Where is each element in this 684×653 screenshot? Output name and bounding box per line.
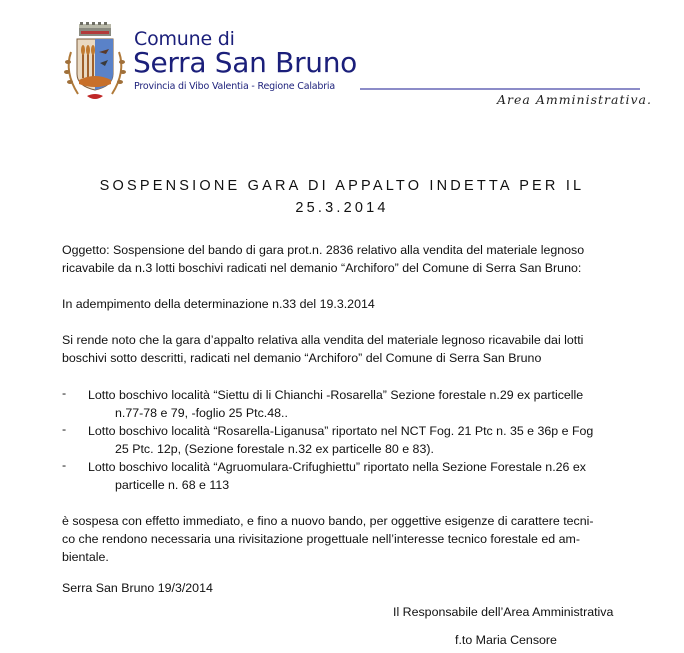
signature-name: f.to Maria Censore	[455, 633, 557, 647]
document-title-date: 25.3.2014	[295, 200, 389, 216]
oggetto-label: Oggetto:	[62, 243, 110, 257]
provincia-label: Provincia di Vibo Valentia - Regione Calabria	[134, 81, 335, 92]
sospesa-line1: è sospesa con effetto immediato, e fino a nuovo bando, per oggettive esigenze di carattere tecni-	[62, 514, 594, 528]
place-date: Serra San Bruno 19/3/2014	[62, 581, 213, 595]
area-label: Area Amministrativa.	[497, 92, 652, 107]
lot-item	[88, 422, 640, 458]
rende-noto-line1: Si rende noto che la gara d’appalto relativa alla vendita del materiale legnoso ricavabile dai lotti	[62, 333, 584, 347]
sospesa-paragraph	[62, 512, 640, 566]
lot-line2: n.77-78 e 79, -foglio 25 Ptc.48..	[115, 406, 288, 420]
oggetto-text: Sospensione del bando di gara prot.n. 2836 relativo alla vendita del materiale legnoso	[109, 243, 585, 257]
lot-item	[88, 386, 640, 422]
lot-bullet: -	[62, 386, 67, 400]
comune-di-label: Comune di	[134, 28, 235, 50]
rende-noto-paragraph	[62, 331, 640, 367]
sospesa-line3: bientale.	[62, 550, 109, 564]
document-title: SOSPENSIONE GARA DI APPALTO INDETTA PER IL	[99, 178, 585, 194]
lot-bullet: -	[62, 422, 67, 436]
lot-line1: Lotto boschivo località “Rosarella-Liganusa” riportato nel NCT Fog. 21 Ptc n. 35 e 36p e Fog	[88, 424, 594, 438]
adempimento-paragraph: In adempimento della determinazione n.33 del 19.3.2014	[62, 297, 375, 311]
sospesa-line2: co che rendono necessaria una rivisitazione progettuale nell’interesse tecnico forestale ed am-	[62, 532, 580, 546]
signature-role: Il Responsabile dell’Area Amministrativa	[393, 605, 614, 619]
oggetto-text-line2: ricavabile da n.3 lotti boschivi radicati nel demanio “Archiforo” del Comune di Serra San Bruno:	[62, 261, 582, 275]
header-divider	[360, 88, 640, 90]
coat-of-arms-icon	[62, 22, 128, 104]
lot-line1: Lotto boschivo località “Siettu di li Chianchi -Rosarella” Sezione forestale n.29 ex particelle	[88, 388, 584, 402]
lot-line1: Lotto boschivo località “Agruomulara-Crifughiettu” riportato nella Sezione Forestale n.26 ex	[88, 460, 586, 474]
lot-item	[88, 458, 640, 494]
lot-line2: particelle n. 68 e 113	[115, 478, 230, 492]
lot-bullet: -	[62, 458, 67, 472]
town-name: Serra San Bruno	[133, 46, 358, 79]
oggetto-paragraph	[62, 241, 640, 277]
rende-noto-line2: boschivi sotto descritti, radicati nel demanio “Archiforo” del Comune di Serra San Bruno	[62, 351, 542, 365]
lot-line2: 25 Ptc. 12p, (Sezione forestale n.32 ex particelle 80 e 83).	[115, 442, 434, 456]
